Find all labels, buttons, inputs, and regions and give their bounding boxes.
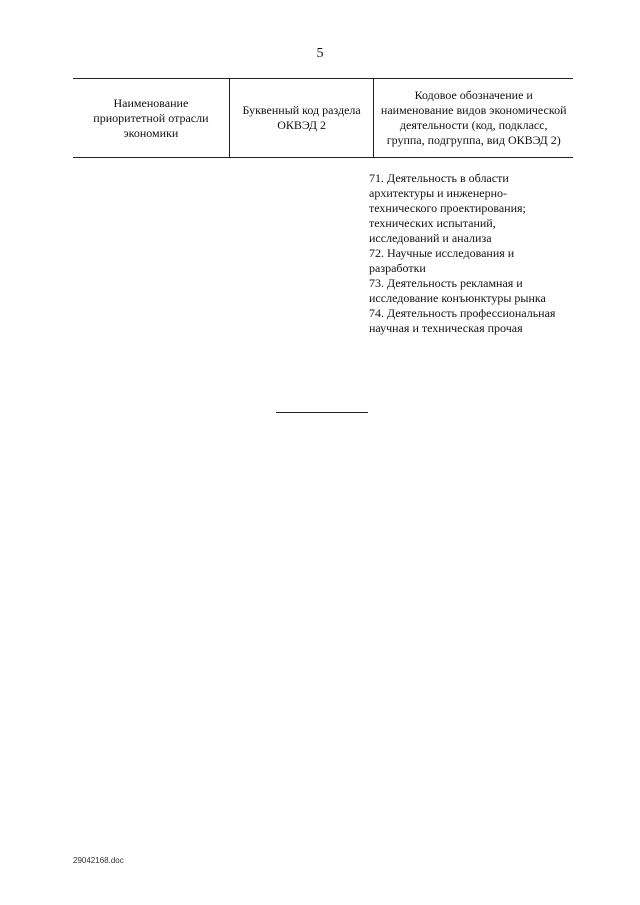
page-number: 5 xyxy=(316,46,324,61)
header-industry-name: Наименование приоритетной отрасли экономики xyxy=(73,79,229,158)
footer-filename: 29042168.doc xyxy=(73,856,124,865)
list-item: 73. Деятельность рекламная и исследование конъюнктуры рынка xyxy=(369,276,546,305)
header-activity-code: Кодовое обозначение и наименование видов экономической деятельности (код, подкласс, группа, подгруппа, вид ОКВЭД 2) xyxy=(374,79,573,158)
header-section-code: Буквенный код раздела ОКВЭД 2 xyxy=(229,79,374,158)
end-separator-line xyxy=(276,412,368,413)
list-item: 72. Научные исследования и разработки xyxy=(369,246,515,275)
list-item: 71. Деятельность в области архитектуры и инженерно-технического проектирования; технических испытаний, исследований и анализа xyxy=(369,171,526,245)
classification-table xyxy=(73,78,573,158)
activity-code-list xyxy=(369,171,569,336)
list-item: 74. Деятельность профессиональная научная и техническая прочая xyxy=(369,306,556,335)
table-header-row xyxy=(73,79,573,158)
